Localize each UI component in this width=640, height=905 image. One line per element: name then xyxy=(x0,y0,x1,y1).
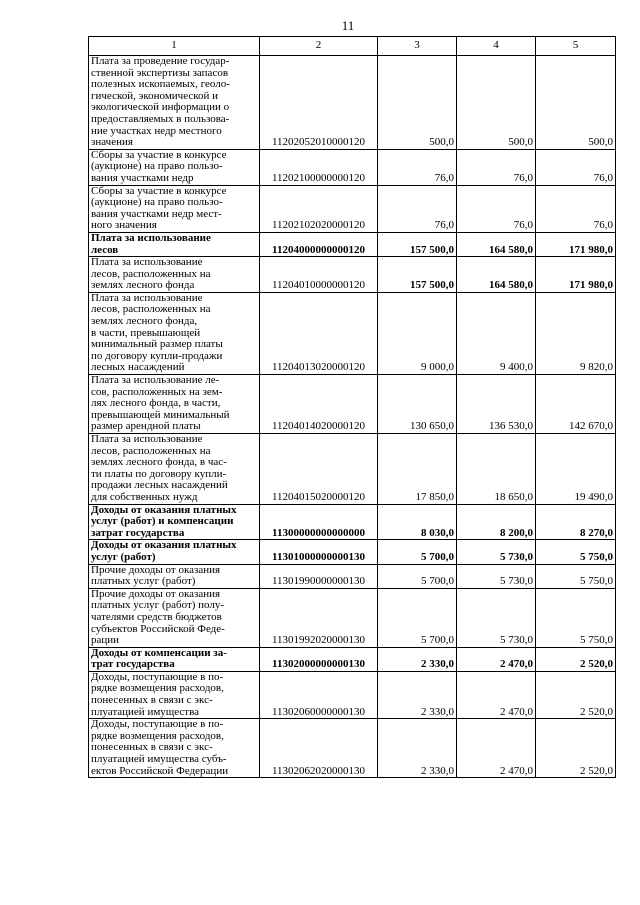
row-name-cell xyxy=(89,434,260,505)
row-value-1: 5 700,0 xyxy=(378,540,457,564)
row-name-cell xyxy=(89,504,260,540)
column-header-2: 2 xyxy=(260,37,378,56)
row-name: Доходы от оказания платных услуг (работ) xyxy=(91,539,237,563)
row-value-2: 136 530,0 xyxy=(457,375,536,434)
row-value-2: 500,0 xyxy=(457,56,536,150)
row-value-1: 17 850,0 xyxy=(378,434,457,505)
row-value-2: 2 470,0 xyxy=(457,647,536,671)
row-value-3: 5 750,0 xyxy=(536,588,616,647)
row-code: 11302062020000130 xyxy=(260,719,378,778)
row-value-3: 2 520,0 xyxy=(536,719,616,778)
row-value-2: 8 200,0 xyxy=(457,504,536,540)
row-value-3: 5 750,0 xyxy=(536,540,616,564)
row-name: Плата за использование лесов, расположенных на землях лесного фонда xyxy=(91,256,211,292)
row-code: 11204000000000120 xyxy=(260,232,378,256)
row-code: 11204013020000120 xyxy=(260,292,378,374)
row-code: 11300000000000000 xyxy=(260,504,378,540)
row-name-cell xyxy=(89,375,260,434)
row-value-1: 2 330,0 xyxy=(378,647,457,671)
row-value-1: 130 650,0 xyxy=(378,375,457,434)
row-value-1: 157 500,0 xyxy=(378,232,457,256)
table-row xyxy=(89,232,616,256)
row-name-cell xyxy=(89,232,260,256)
row-name-cell xyxy=(89,257,260,293)
row-name: Сборы за участие в конкурсе (аукционе) на право пользо- вания участками недр xyxy=(91,149,227,184)
table-row xyxy=(89,647,616,671)
table-body xyxy=(89,56,616,778)
row-name-cell xyxy=(89,540,260,564)
row-value-2: 2 470,0 xyxy=(457,671,536,718)
page-number: 11 xyxy=(341,18,355,33)
column-header-5: 5 xyxy=(536,37,616,56)
table-row xyxy=(89,56,616,150)
table-row xyxy=(89,504,616,540)
row-value-2: 164 580,0 xyxy=(457,257,536,293)
row-value-1: 2 330,0 xyxy=(378,671,457,718)
row-value-2: 5 730,0 xyxy=(457,540,536,564)
row-code: 11301992020000130 xyxy=(260,588,378,647)
row-code: 11302060000000130 xyxy=(260,671,378,718)
row-value-1: 76,0 xyxy=(378,185,457,232)
row-value-3: 2 520,0 xyxy=(536,647,616,671)
table-row xyxy=(89,434,616,505)
row-name-cell xyxy=(89,149,260,185)
row-name-cell xyxy=(89,185,260,232)
table-row xyxy=(89,149,616,185)
row-value-3: 76,0 xyxy=(536,149,616,185)
row-value-2: 164 580,0 xyxy=(457,232,536,256)
row-value-1: 157 500,0 xyxy=(378,257,457,293)
row-name: Доходы от компенсации за- трат государства xyxy=(91,647,227,671)
table-row xyxy=(89,257,616,293)
row-name-cell xyxy=(89,647,260,671)
row-value-3: 19 490,0 xyxy=(536,434,616,505)
row-name: Прочие доходы от оказания платных услуг (работ) полу- чателями средств бюджетов субъектов Российской Феде- рации xyxy=(91,588,225,647)
row-value-1: 500,0 xyxy=(378,56,457,150)
row-value-3: 2 520,0 xyxy=(536,671,616,718)
row-code: 11204010000000120 xyxy=(260,257,378,293)
row-name: Плата за использование лесов xyxy=(91,232,211,256)
row-value-3: 76,0 xyxy=(536,185,616,232)
row-code: 11204015020000120 xyxy=(260,434,378,505)
row-name: Плата за использование лесов, расположенных на землях лесного фонда, в части, превышающей минимальный размер платы по договору купли-продажи лесных насаждений xyxy=(91,292,223,374)
row-value-2: 2 470,0 xyxy=(457,719,536,778)
row-name: Плата за использование лесов, расположенных на землях лесного фонда, в час- ти платы по договору купли- продажи лесных насаждений для собственных нужд xyxy=(91,433,228,503)
row-value-3: 9 820,0 xyxy=(536,292,616,374)
column-header-1: 1 xyxy=(89,37,260,56)
table-row xyxy=(89,540,616,564)
row-name: Прочие доходы от оказания платных услуг (работ) xyxy=(91,564,221,588)
column-header-4: 4 xyxy=(457,37,536,56)
row-name-cell xyxy=(89,588,260,647)
row-value-3: 5 750,0 xyxy=(536,564,616,588)
row-name-cell xyxy=(89,56,260,150)
row-value-1: 5 700,0 xyxy=(378,564,457,588)
row-code: 11202100000000120 xyxy=(260,149,378,185)
row-name-cell xyxy=(89,292,260,374)
row-value-2: 76,0 xyxy=(457,185,536,232)
row-value-2: 5 730,0 xyxy=(457,564,536,588)
row-value-1: 8 030,0 xyxy=(378,504,457,540)
row-code: 11204014020000120 xyxy=(260,375,378,434)
table-row xyxy=(89,292,616,374)
row-value-3: 500,0 xyxy=(536,56,616,150)
table-row xyxy=(89,185,616,232)
row-value-3: 171 980,0 xyxy=(536,232,616,256)
row-name-cell xyxy=(89,719,260,778)
row-name-cell xyxy=(89,671,260,718)
row-name-cell xyxy=(89,564,260,588)
row-name: Плата за использование ле- сов, расположенных на зем- лях лесного фонда, в части, превышающей минимальный размер арендной платы xyxy=(91,374,230,433)
row-value-3: 171 980,0 xyxy=(536,257,616,293)
row-value-2: 18 650,0 xyxy=(457,434,536,505)
row-name: Доходы, поступающие в по- рядке возмещения расходов, понесенных в связи с экс- плуатацией имущества xyxy=(91,671,224,718)
column-header-3: 3 xyxy=(378,37,457,56)
row-value-1: 76,0 xyxy=(378,149,457,185)
row-name: Сборы за участие в конкурсе (аукционе) на право пользо- вания участками недр мест- ного значения xyxy=(91,185,227,232)
table-row xyxy=(89,375,616,434)
row-value-2: 5 730,0 xyxy=(457,588,536,647)
row-name: Доходы, поступающие в по- рядке возмещения расходов, понесенных в связи с экс- плуатацией имущества субъ- ектов Российской Федерации xyxy=(91,718,229,777)
row-value-3: 142 670,0 xyxy=(536,375,616,434)
row-code: 11302000000000130 xyxy=(260,647,378,671)
row-code: 11301990000000130 xyxy=(260,564,378,588)
row-code: 11202102020000120 xyxy=(260,185,378,232)
budget-revenue-table xyxy=(88,36,616,778)
row-value-1: 5 700,0 xyxy=(378,588,457,647)
table-row xyxy=(89,588,616,647)
table-row xyxy=(89,671,616,718)
row-value-3: 8 270,0 xyxy=(536,504,616,540)
row-value-2: 76,0 xyxy=(457,149,536,185)
row-value-2: 9 400,0 xyxy=(457,292,536,374)
row-value-1: 9 000,0 xyxy=(378,292,457,374)
row-code: 11202052010000120 xyxy=(260,56,378,150)
row-name: Доходы от оказания платных услуг (работ) и компенсации затрат государства xyxy=(91,504,237,539)
row-code: 11301000000000130 xyxy=(260,540,378,564)
row-value-1: 2 330,0 xyxy=(378,719,457,778)
table-row xyxy=(89,564,616,588)
table-header-row xyxy=(89,37,616,56)
table-row xyxy=(89,719,616,778)
row-name: Плата за проведение государ- ственной экспертизы запасов полезных ископаемых, геоло- гической, экономической и экологической информации о предоставляемых в пользова- ние участках недр местного значения xyxy=(91,55,230,149)
